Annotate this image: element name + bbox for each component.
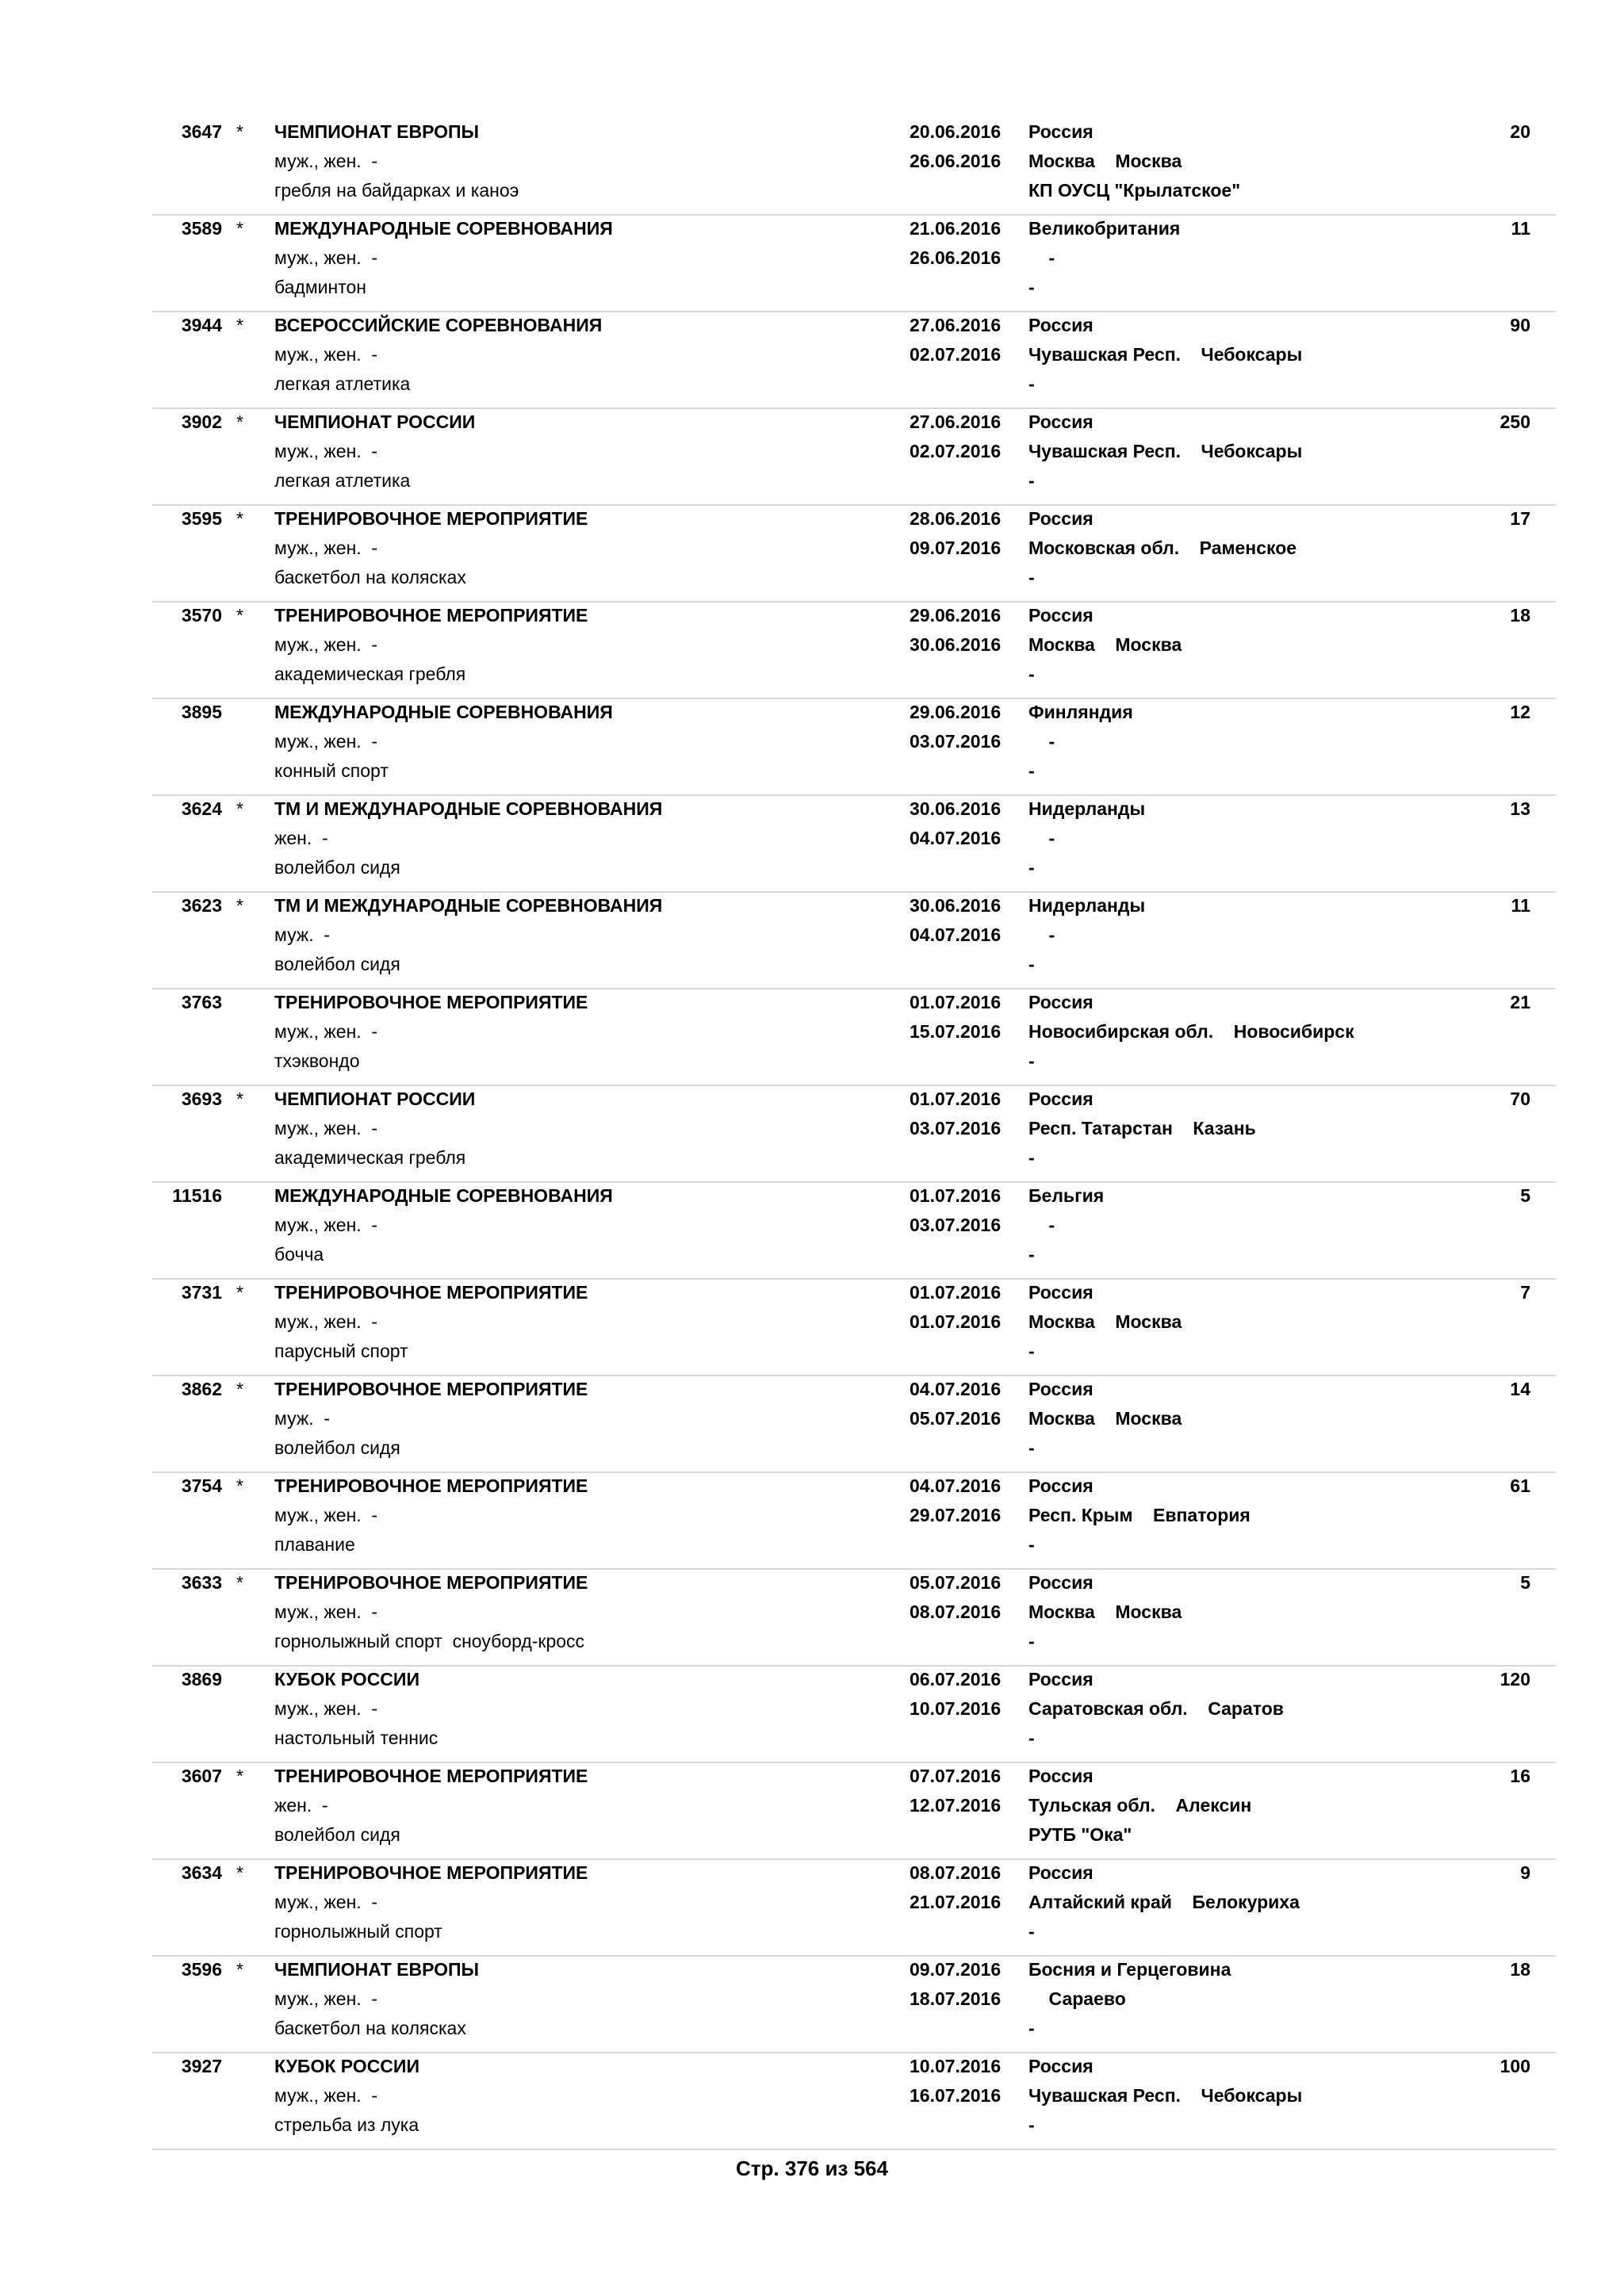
event-row	[152, 601, 1556, 699]
event-id: 3693	[181, 1089, 222, 1109]
event-title: ТРЕНИРОВОЧНОЕ МЕРОПРИЯТИЕ	[274, 1766, 588, 1786]
event-start-date: 20.06.2016	[910, 121, 1002, 142]
event-sport: гребля на байдарках и каноэ	[274, 180, 519, 201]
event-gender: муж., жен. -	[274, 344, 378, 365]
event-row	[152, 794, 1556, 893]
event-title: КУБОК РОССИИ	[274, 2056, 419, 2076]
event-start-date: 05.07.2016	[910, 1572, 1002, 1593]
event-id: 3731	[181, 1282, 222, 1303]
event-end-date: 16.07.2016	[910, 2085, 1002, 2106]
event-sport: баскетбол на колясках	[274, 567, 466, 587]
event-gender: муж. -	[274, 1408, 331, 1429]
event-end-date: 29.07.2016	[910, 1505, 1002, 1525]
event-region-city: Саратовская обл. Саратов	[1028, 1698, 1284, 1719]
event-end-date: 03.07.2016	[910, 1215, 1002, 1235]
star-marker: *	[236, 411, 243, 432]
event-row	[152, 1568, 1556, 1667]
event-gender: муж., жен. -	[274, 1892, 378, 1912]
event-country: Нидерланды	[1028, 895, 1146, 916]
event-venue: -	[1028, 2114, 1035, 2135]
event-sport: академическая гребля	[274, 1147, 466, 1168]
event-sport: бочча	[274, 1244, 324, 1265]
event-start-date: 04.07.2016	[910, 1379, 1002, 1399]
event-country: Финляндия	[1028, 702, 1133, 722]
event-title: МЕЖДУНАРОДНЫЕ СОРЕВНОВАНИЯ	[274, 218, 613, 239]
event-participants: 13	[1510, 798, 1530, 819]
event-country: Босния и Герцеговина	[1028, 1959, 1231, 1980]
event-title: ТМ И МЕЖДУНАРОДНЫЕ СОРЕВНОВАНИЯ	[274, 798, 663, 819]
event-id: 3754	[181, 1475, 222, 1496]
event-id: 3634	[181, 1862, 222, 1883]
event-region-city: Москва Москва	[1028, 634, 1182, 655]
event-region-city: Москва Москва	[1028, 1601, 1182, 1622]
event-row	[152, 311, 1556, 409]
event-start-date: 21.06.2016	[910, 218, 1002, 239]
event-participants: 9	[1520, 1862, 1530, 1883]
event-region-city: Москва Москва	[1028, 1408, 1182, 1429]
event-sport: парусный спорт	[274, 1341, 408, 1361]
event-venue: РУТБ "Ока"	[1028, 1824, 1132, 1845]
event-venue: -	[1028, 1050, 1035, 1071]
event-row	[152, 1278, 1556, 1376]
event-venue: -	[1028, 470, 1035, 491]
event-end-date: 03.07.2016	[910, 731, 1002, 752]
event-country: Россия	[1028, 411, 1094, 432]
event-sport: конный спорт	[274, 760, 389, 781]
event-id: 3589	[181, 218, 222, 239]
event-country: Россия	[1028, 992, 1094, 1012]
event-row	[152, 504, 1556, 603]
event-id: 3596	[181, 1959, 222, 1980]
event-sport: волейбол сидя	[274, 1437, 400, 1458]
event-sport: бадминтон	[274, 277, 366, 297]
event-country: Россия	[1028, 1669, 1094, 1689]
event-venue: -	[1028, 373, 1035, 394]
star-marker: *	[236, 1475, 243, 1496]
event-id: 3595	[181, 508, 222, 529]
event-row	[152, 1665, 1556, 1763]
event-venue: -	[1028, 1921, 1035, 1942]
event-row	[152, 1762, 1556, 1860]
event-participants: 250	[1500, 411, 1530, 432]
event-end-date: 02.07.2016	[910, 441, 1002, 461]
event-end-date: 30.06.2016	[910, 634, 1002, 655]
event-gender: муж., жен. -	[274, 1505, 378, 1525]
event-sport: волейбол сидя	[274, 954, 400, 974]
star-marker: *	[236, 121, 243, 142]
event-gender: муж., жен. -	[274, 1021, 378, 1042]
event-venue: -	[1028, 1341, 1035, 1361]
event-country: Бельгия	[1028, 1185, 1105, 1206]
event-venue: -	[1028, 1147, 1035, 1168]
event-venue: -	[1028, 954, 1035, 974]
event-gender: муж., жен. -	[274, 538, 378, 558]
event-participants: 12	[1510, 702, 1530, 722]
event-participants: 90	[1510, 315, 1530, 335]
event-venue: -	[1028, 567, 1035, 587]
event-end-date: 12.07.2016	[910, 1795, 1002, 1816]
star-marker: *	[236, 1572, 243, 1593]
event-sport: горнолыжный спорт сноуборд-кросс	[274, 1631, 585, 1651]
event-country: Великобритания	[1028, 218, 1181, 239]
event-row	[152, 214, 1556, 312]
event-end-date: 04.07.2016	[910, 924, 1002, 945]
event-region-city: -	[1028, 1215, 1055, 1235]
event-id: 3623	[181, 895, 222, 916]
event-gender: жен. -	[274, 1795, 328, 1816]
event-start-date: 10.07.2016	[910, 2056, 1002, 2076]
event-id: 3895	[181, 702, 222, 722]
event-title: ЧЕМПИОНАТ ЕВРОПЫ	[274, 121, 480, 142]
event-venue: -	[1028, 277, 1035, 297]
event-id: 3944	[181, 315, 222, 335]
event-participants: 7	[1520, 1282, 1530, 1303]
event-title: ЧЕМПИОНАТ РОССИИ	[274, 1089, 476, 1109]
event-sport: легкая атлетика	[274, 373, 411, 394]
event-id: 11516	[172, 1185, 222, 1206]
event-row	[152, 408, 1556, 506]
event-region-city: Алтайский край Белокуриха	[1028, 1892, 1300, 1912]
star-marker: *	[236, 1959, 243, 1980]
event-region-city: Московская обл. Раменское	[1028, 538, 1297, 558]
event-gender: муж., жен. -	[274, 1988, 378, 2009]
event-venue: -	[1028, 760, 1035, 781]
event-title: КУБОК РОССИИ	[274, 1669, 419, 1689]
event-start-date: 06.07.2016	[910, 1669, 1002, 1689]
event-end-date: 08.07.2016	[910, 1601, 1002, 1622]
star-marker: *	[236, 508, 243, 529]
event-venue: -	[1028, 664, 1035, 684]
event-participants: 11	[1511, 895, 1530, 916]
event-gender: муж., жен. -	[274, 1311, 378, 1332]
event-id: 3869	[181, 1669, 222, 1689]
event-participants: 5	[1520, 1185, 1530, 1206]
event-row	[152, 1375, 1556, 1473]
event-country: Россия	[1028, 2056, 1094, 2076]
event-end-date: 10.07.2016	[910, 1698, 1002, 1719]
event-end-date: 21.07.2016	[910, 1892, 1002, 1912]
event-country: Россия	[1028, 508, 1094, 529]
event-start-date: 28.06.2016	[910, 508, 1002, 529]
event-title: ЧЕМПИОНАТ РОССИИ	[274, 411, 476, 432]
event-id: 3624	[181, 798, 222, 819]
event-start-date: 27.06.2016	[910, 411, 1002, 432]
event-row	[152, 2052, 1556, 2150]
event-participants: 18	[1510, 1959, 1530, 1980]
event-title: ТРЕНИРОВОЧНОЕ МЕРОПРИЯТИЕ	[274, 1282, 588, 1303]
event-country: Россия	[1028, 315, 1094, 335]
event-participants: 17	[1510, 508, 1530, 529]
event-venue: -	[1028, 1437, 1035, 1458]
event-start-date: 08.07.2016	[910, 1862, 1002, 1883]
event-start-date: 01.07.2016	[910, 992, 1002, 1012]
event-gender: муж., жен. -	[274, 151, 378, 171]
event-sport: настольный теннис	[274, 1728, 439, 1748]
event-region-city: -	[1028, 247, 1055, 268]
event-venue: -	[1028, 1631, 1035, 1651]
event-sport: горнолыжный спорт	[274, 1921, 442, 1942]
event-start-date: 30.06.2016	[910, 895, 1002, 916]
event-start-date: 07.07.2016	[910, 1766, 1002, 1786]
event-title: ТРЕНИРОВОЧНОЕ МЕРОПРИЯТИЕ	[274, 508, 588, 529]
event-sport: плавание	[274, 1534, 355, 1555]
event-gender: муж., жен. -	[274, 731, 378, 752]
event-row	[152, 1471, 1556, 1570]
event-country: Россия	[1028, 121, 1094, 142]
event-country: Россия	[1028, 1379, 1094, 1399]
event-venue: КП ОУСЦ "Крылатское"	[1028, 180, 1241, 201]
event-sport: академическая гребля	[274, 664, 466, 684]
event-id: 3927	[181, 2056, 222, 2076]
event-participants: 70	[1510, 1089, 1530, 1109]
event-title: ТРЕНИРОВОЧНОЕ МЕРОПРИЯТИЕ	[274, 1572, 588, 1593]
event-participants: 5	[1520, 1572, 1530, 1593]
star-marker: *	[236, 1379, 243, 1399]
star-marker: *	[236, 895, 243, 916]
event-region-city: Чувашская Респ. Чебоксары	[1028, 2085, 1303, 2106]
event-id: 3647	[181, 121, 222, 142]
event-end-date: 04.07.2016	[910, 828, 1002, 848]
event-participants: 21	[1510, 992, 1530, 1012]
event-id: 3862	[181, 1379, 222, 1399]
event-gender: муж., жен. -	[274, 1698, 378, 1719]
star-marker: *	[236, 315, 243, 335]
event-start-date: 01.07.2016	[910, 1185, 1002, 1206]
event-participants: 20	[1510, 121, 1530, 142]
event-start-date: 04.07.2016	[910, 1475, 1002, 1496]
event-gender: жен. -	[274, 828, 328, 848]
event-gender: муж., жен. -	[274, 2085, 378, 2106]
event-participants: 14	[1510, 1379, 1530, 1399]
event-start-date: 09.07.2016	[910, 1959, 1002, 1980]
event-gender: муж. -	[274, 924, 331, 945]
event-start-date: 30.06.2016	[910, 798, 1002, 819]
event-title: ТРЕНИРОВОЧНОЕ МЕРОПРИЯТИЕ	[274, 1475, 588, 1496]
event-row	[152, 988, 1556, 1086]
star-marker: *	[236, 1282, 243, 1303]
event-region-city: Тульская обл. Алексин	[1028, 1795, 1252, 1816]
event-end-date: 15.07.2016	[910, 1021, 1002, 1042]
event-title: ТРЕНИРОВОЧНОЕ МЕРОПРИЯТИЕ	[274, 992, 588, 1012]
event-participants: 16	[1510, 1766, 1530, 1786]
event-title: ЧЕМПИОНАТ ЕВРОПЫ	[274, 1959, 480, 1980]
event-end-date: 03.07.2016	[910, 1118, 1002, 1138]
event-country: Россия	[1028, 1282, 1094, 1303]
event-region-city: -	[1028, 731, 1055, 752]
event-participants: 100	[1500, 2056, 1530, 2076]
event-sport: волейбол сидя	[274, 857, 400, 878]
event-title: МЕЖДУНАРОДНЫЕ СОРЕВНОВАНИЯ	[274, 1185, 613, 1206]
event-sport: волейбол сидя	[274, 1824, 400, 1845]
event-row	[152, 1955, 1556, 2053]
event-id: 3607	[181, 1766, 222, 1786]
event-region-city: -	[1028, 828, 1055, 848]
event-end-date: 26.06.2016	[910, 151, 1002, 171]
event-end-date: 01.07.2016	[910, 1311, 1002, 1332]
event-id: 3570	[181, 605, 222, 626]
event-country: Россия	[1028, 1475, 1094, 1496]
event-sport: тхэквондо	[274, 1050, 360, 1071]
star-marker: *	[236, 1089, 243, 1109]
event-region-city: Москва Москва	[1028, 151, 1182, 171]
event-country: Россия	[1028, 1766, 1094, 1786]
event-id: 3902	[181, 411, 222, 432]
event-sport: легкая атлетика	[274, 470, 411, 491]
event-region-city: Респ. Крым Евпатория	[1028, 1505, 1251, 1525]
event-country: Россия	[1028, 605, 1094, 626]
event-start-date: 29.06.2016	[910, 702, 1002, 722]
event-end-date: 09.07.2016	[910, 538, 1002, 558]
event-region-city: Сараево	[1028, 1988, 1126, 2009]
event-gender: муж., жен. -	[274, 1118, 378, 1138]
event-start-date: 01.07.2016	[910, 1089, 1002, 1109]
event-title: ТРЕНИРОВОЧНОЕ МЕРОПРИЯТИЕ	[274, 605, 588, 626]
event-end-date: 18.07.2016	[910, 1988, 1002, 2009]
event-row	[152, 1181, 1556, 1280]
event-region-city: Москва Москва	[1028, 1311, 1182, 1332]
event-title: МЕЖДУНАРОДНЫЕ СОРЕВНОВАНИЯ	[274, 702, 613, 722]
event-country: Нидерланды	[1028, 798, 1146, 819]
event-participants: 61	[1510, 1475, 1530, 1496]
event-end-date: 05.07.2016	[910, 1408, 1002, 1429]
event-id: 3763	[181, 992, 222, 1012]
event-gender: муж., жен. -	[274, 441, 378, 461]
star-marker: *	[236, 1862, 243, 1883]
event-venue: -	[1028, 1728, 1035, 1748]
event-row	[152, 117, 1556, 216]
event-venue: -	[1028, 2018, 1035, 2038]
event-participants: 18	[1510, 605, 1530, 626]
event-start-date: 27.06.2016	[910, 315, 1002, 335]
event-title: ТРЕНИРОВОЧНОЕ МЕРОПРИЯТИЕ	[274, 1379, 588, 1399]
event-country: Россия	[1028, 1572, 1094, 1593]
event-id: 3633	[181, 1572, 222, 1593]
event-row	[152, 1858, 1556, 1957]
event-start-date: 01.07.2016	[910, 1282, 1002, 1303]
star-marker: *	[236, 1766, 243, 1786]
event-title: ТМ И МЕЖДУНАРОДНЫЕ СОРЕВНОВАНИЯ	[274, 895, 663, 916]
star-marker: *	[236, 798, 243, 819]
page-number-footer: Стр. 376 из 564	[736, 2156, 888, 2180]
event-region-city: Чувашская Респ. Чебоксары	[1028, 441, 1303, 461]
event-venue: -	[1028, 1244, 1035, 1265]
event-sport: баскетбол на колясках	[274, 2018, 466, 2038]
event-title: ВСЕРОССИЙСКИЕ СОРЕВНОВАНИЯ	[274, 315, 603, 335]
event-start-date: 29.06.2016	[910, 605, 1002, 626]
event-row	[152, 891, 1556, 989]
event-gender: муж., жен. -	[274, 247, 378, 268]
event-gender: муж., жен. -	[274, 634, 378, 655]
event-venue: -	[1028, 1534, 1035, 1555]
event-region-city: Чувашская Респ. Чебоксары	[1028, 344, 1303, 365]
event-gender: муж., жен. -	[274, 1601, 378, 1622]
event-end-date: 26.06.2016	[910, 247, 1002, 268]
event-region-city: Новосибирская обл. Новосибирск	[1028, 1021, 1354, 1042]
event-country: Россия	[1028, 1862, 1094, 1883]
event-region-city: -	[1028, 924, 1055, 945]
event-country: Россия	[1028, 1089, 1094, 1109]
star-marker: *	[236, 218, 243, 239]
star-marker: *	[236, 605, 243, 626]
event-sport: стрельба из лука	[274, 2114, 419, 2135]
event-row	[152, 698, 1556, 796]
event-region-city: Респ. Татарстан Казань	[1028, 1118, 1256, 1138]
event-row	[152, 1085, 1556, 1183]
event-participants: 120	[1500, 1669, 1530, 1689]
event-participants: 11	[1511, 218, 1530, 239]
event-end-date: 02.07.2016	[910, 344, 1002, 365]
event-gender: муж., жен. -	[274, 1215, 378, 1235]
event-title: ТРЕНИРОВОЧНОЕ МЕРОПРИЯТИЕ	[274, 1862, 588, 1883]
event-venue: -	[1028, 857, 1035, 878]
